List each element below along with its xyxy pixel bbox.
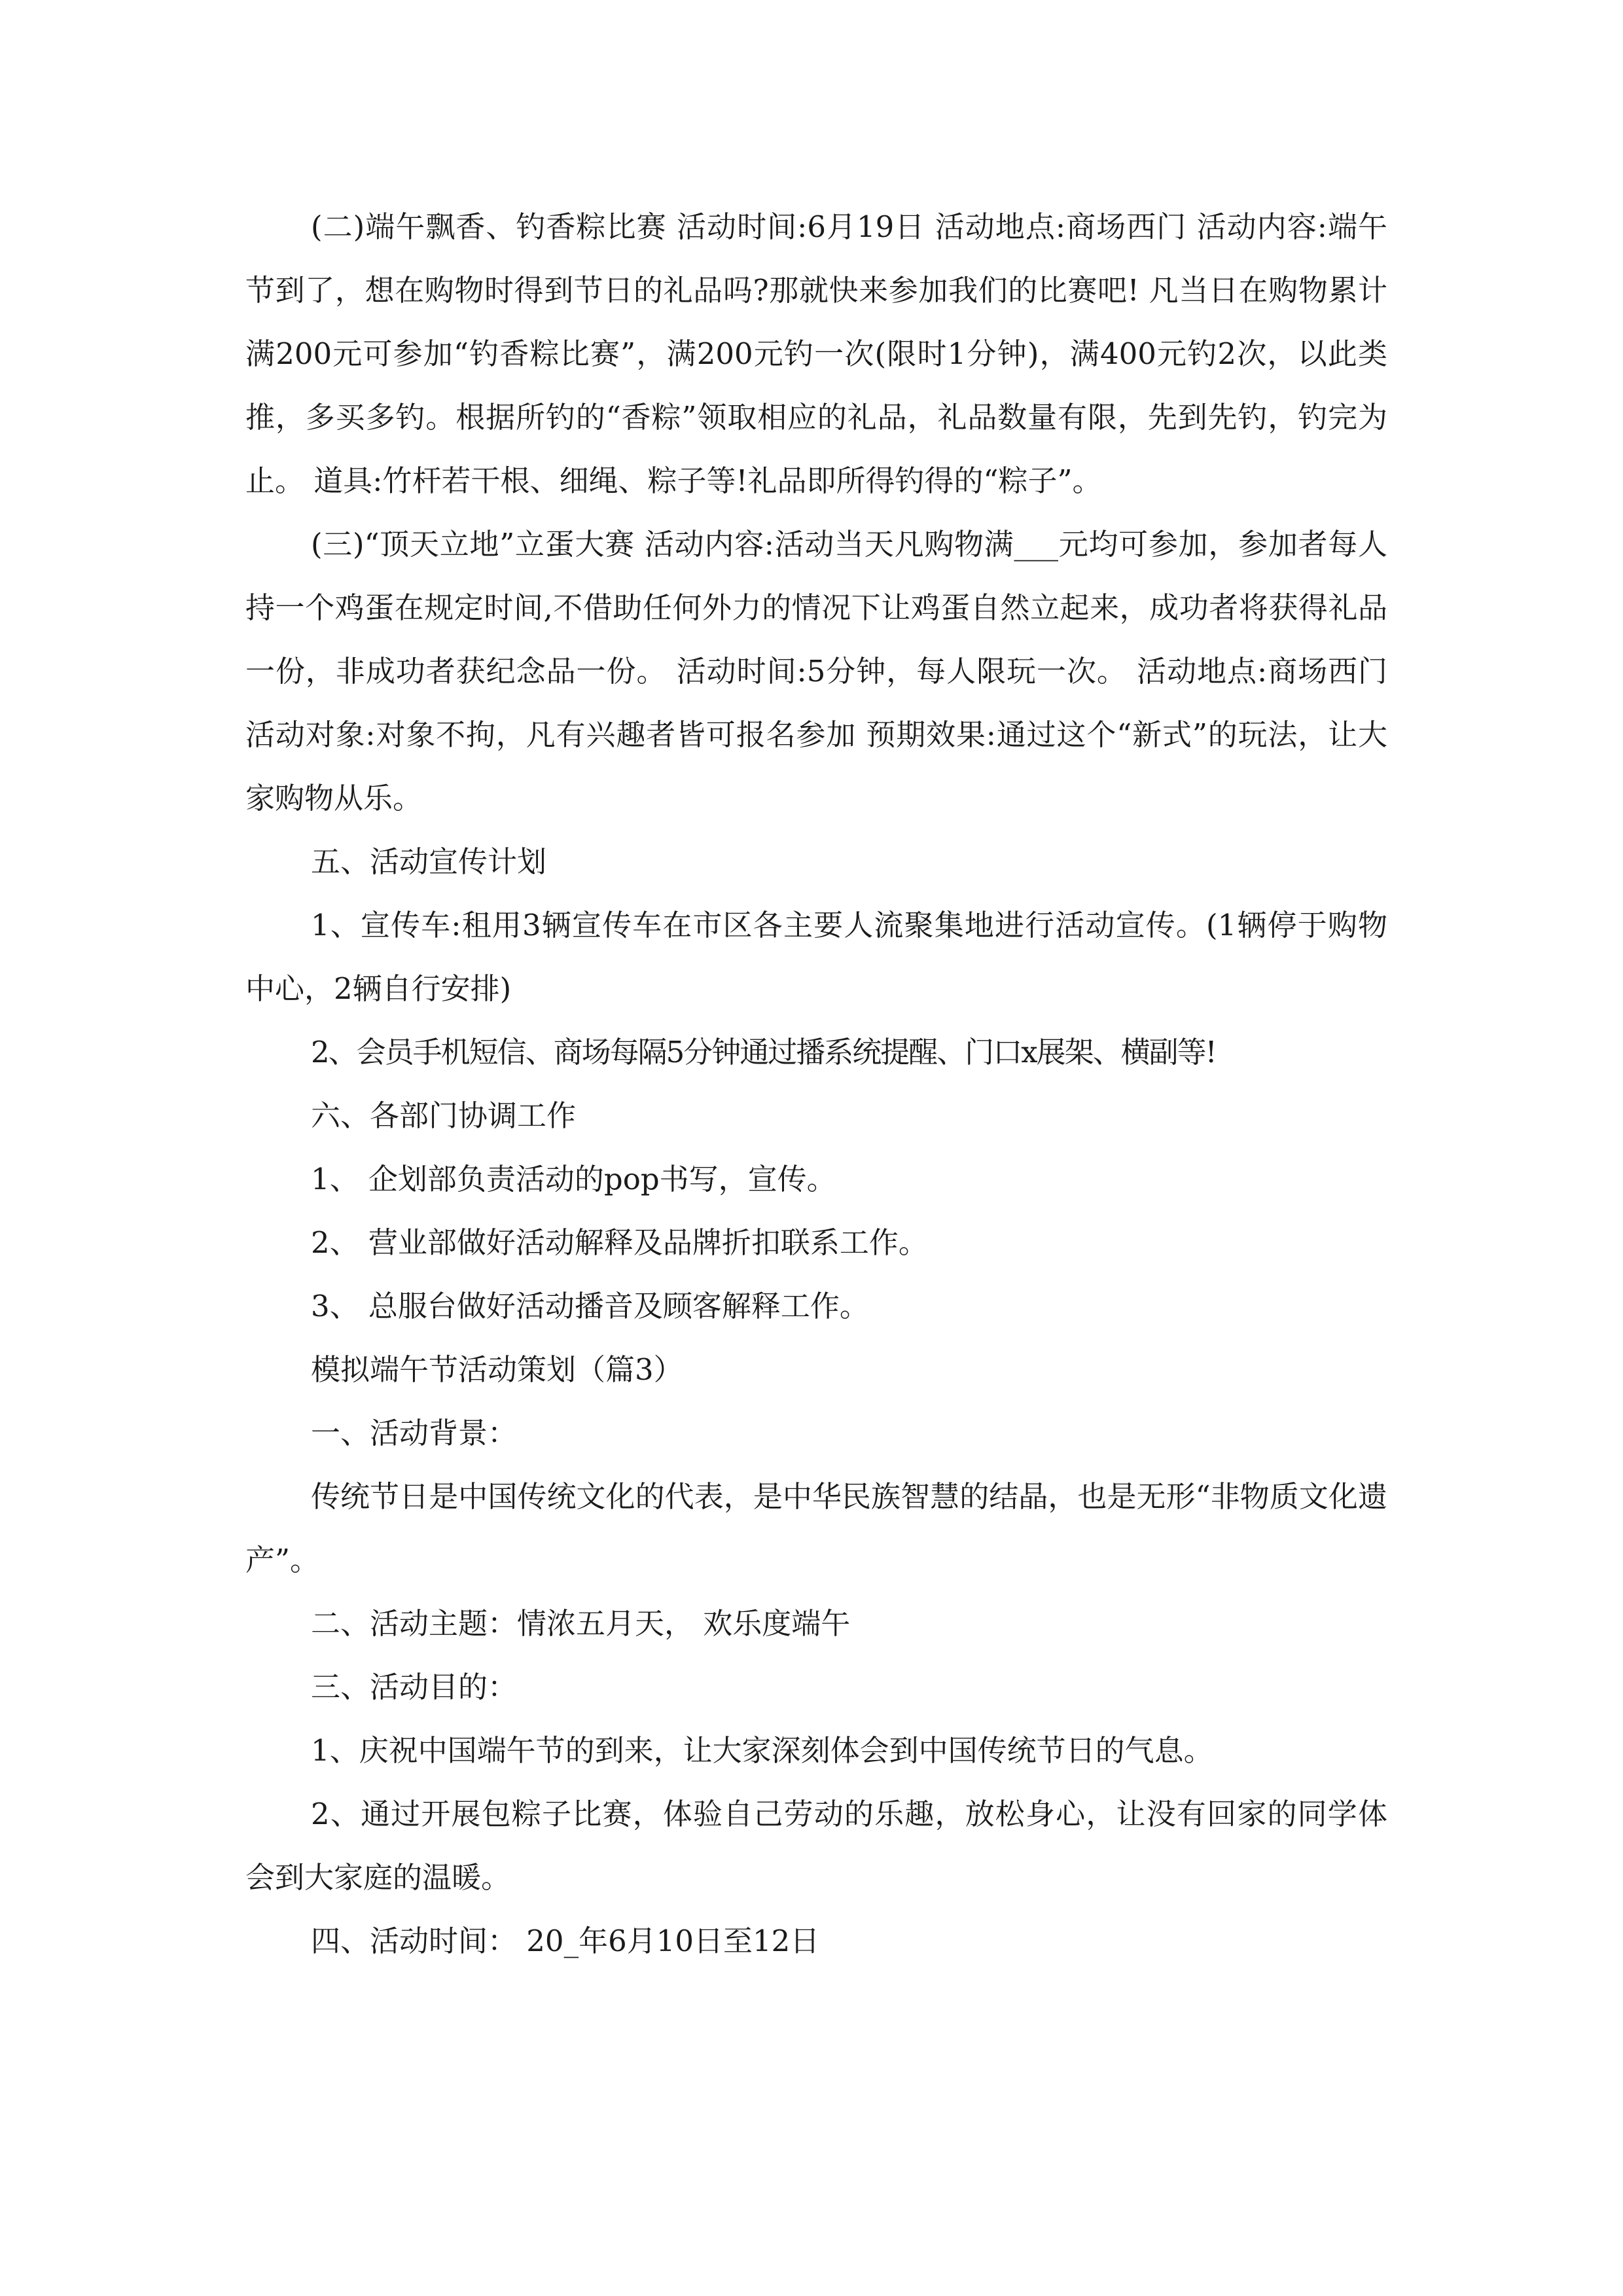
heading-department-coordination: 六、各部门协调工作 [311, 1098, 577, 1133]
heading-activity-theme: 二、活动主题：情浓五月天， 欢乐度端午 [311, 1606, 851, 1641]
heading-activity-background: 一、活动背景： [311, 1416, 518, 1450]
paragraph-egg-standing-contest: (三)“顶天立地”立蛋大赛 活动内容:活动当天凡购物满___元均可参加，参加者每人持一个鸡蛋在规定时间,不借助任何外力的情况下让鸡蛋自然立起来，成功者将获得礼品一份，非成功者获纪念品一份。 活动时间:5分钟，每人限玩一次。 活动地点:商场西门 活动对象:对象不拘，凡有兴趣者皆可报名参加 预期效果:通过这个“新式”的玩法，让大家购物从乐。 [245, 527, 1387, 816]
list-item-purpose-1: 1、庆祝中国端午节的到来，让大家深刻体会到中国传统节日的气息。 [311, 1733, 1213, 1768]
paragraph-publicity-sms: 2、会员手机短信、商场每隔5分钟通过播系统提醒、门口x展架、横副等! [311, 1035, 1216, 1069]
heading-activity-purpose: 三、活动目的： [311, 1670, 518, 1704]
paragraph-background-text: 传统节日是中国传统文化的代表，是中华民族智慧的结晶，也是无形“非物质文化遗产”。 [245, 1479, 1387, 1577]
list-item-planning-dept: 1、 企划部负责活动的pop书写，宣传。 [311, 1162, 836, 1196]
heading-activity-time: 四、活动时间： 20_年6月10日至12日 [311, 1924, 820, 1958]
paragraph-publicity-vehicles: 1、宣传车:租用3辆宣传车在市区各主要人流聚集地进行活动宣传。(1辆停于购物中心，2辆自行安排) [245, 908, 1387, 1006]
heading-publicity-plan: 五、活动宣传计划 [311, 844, 547, 879]
section-title-plan-3: 模拟端午节活动策划（篇3） [311, 1352, 683, 1387]
document-body [245, 195, 1387, 1973]
list-item-sales-dept: 2、 营业部做好活动解释及品牌折扣联系工作。 [311, 1225, 928, 1260]
paragraph-dragon-boat-rice-dumpling-contest: (二)端午飘香、钓香粽比赛 活动时间:6月19日 活动地点:商场西门 活动内容:端午节到了，想在购物时得到节日的礼品吗?那就快来参加我们的比赛吧! 凡当日在购物累计满200元可参加“钓香粽比赛”，满200元钓一次(限时1分钟)，满400元钓2次，以此类推，多买多钓。根据所钓的“香粽”领取相应的礼品，礼品数量有限，先到先钓，钓完为止。 道具:竹杆若干根、细绳、粽子等!礼品即所得钓得的“粽子”。 [245, 209, 1387, 498]
list-item-purpose-2: 2、通过开展包粽子比赛，体验自己劳动的乐趣，放松身心，让没有回家的同学体会到大家庭的温暖。 [245, 1797, 1387, 1895]
list-item-service-desk: 3、 总服台做好活动播音及顾客解释工作。 [311, 1289, 869, 1323]
